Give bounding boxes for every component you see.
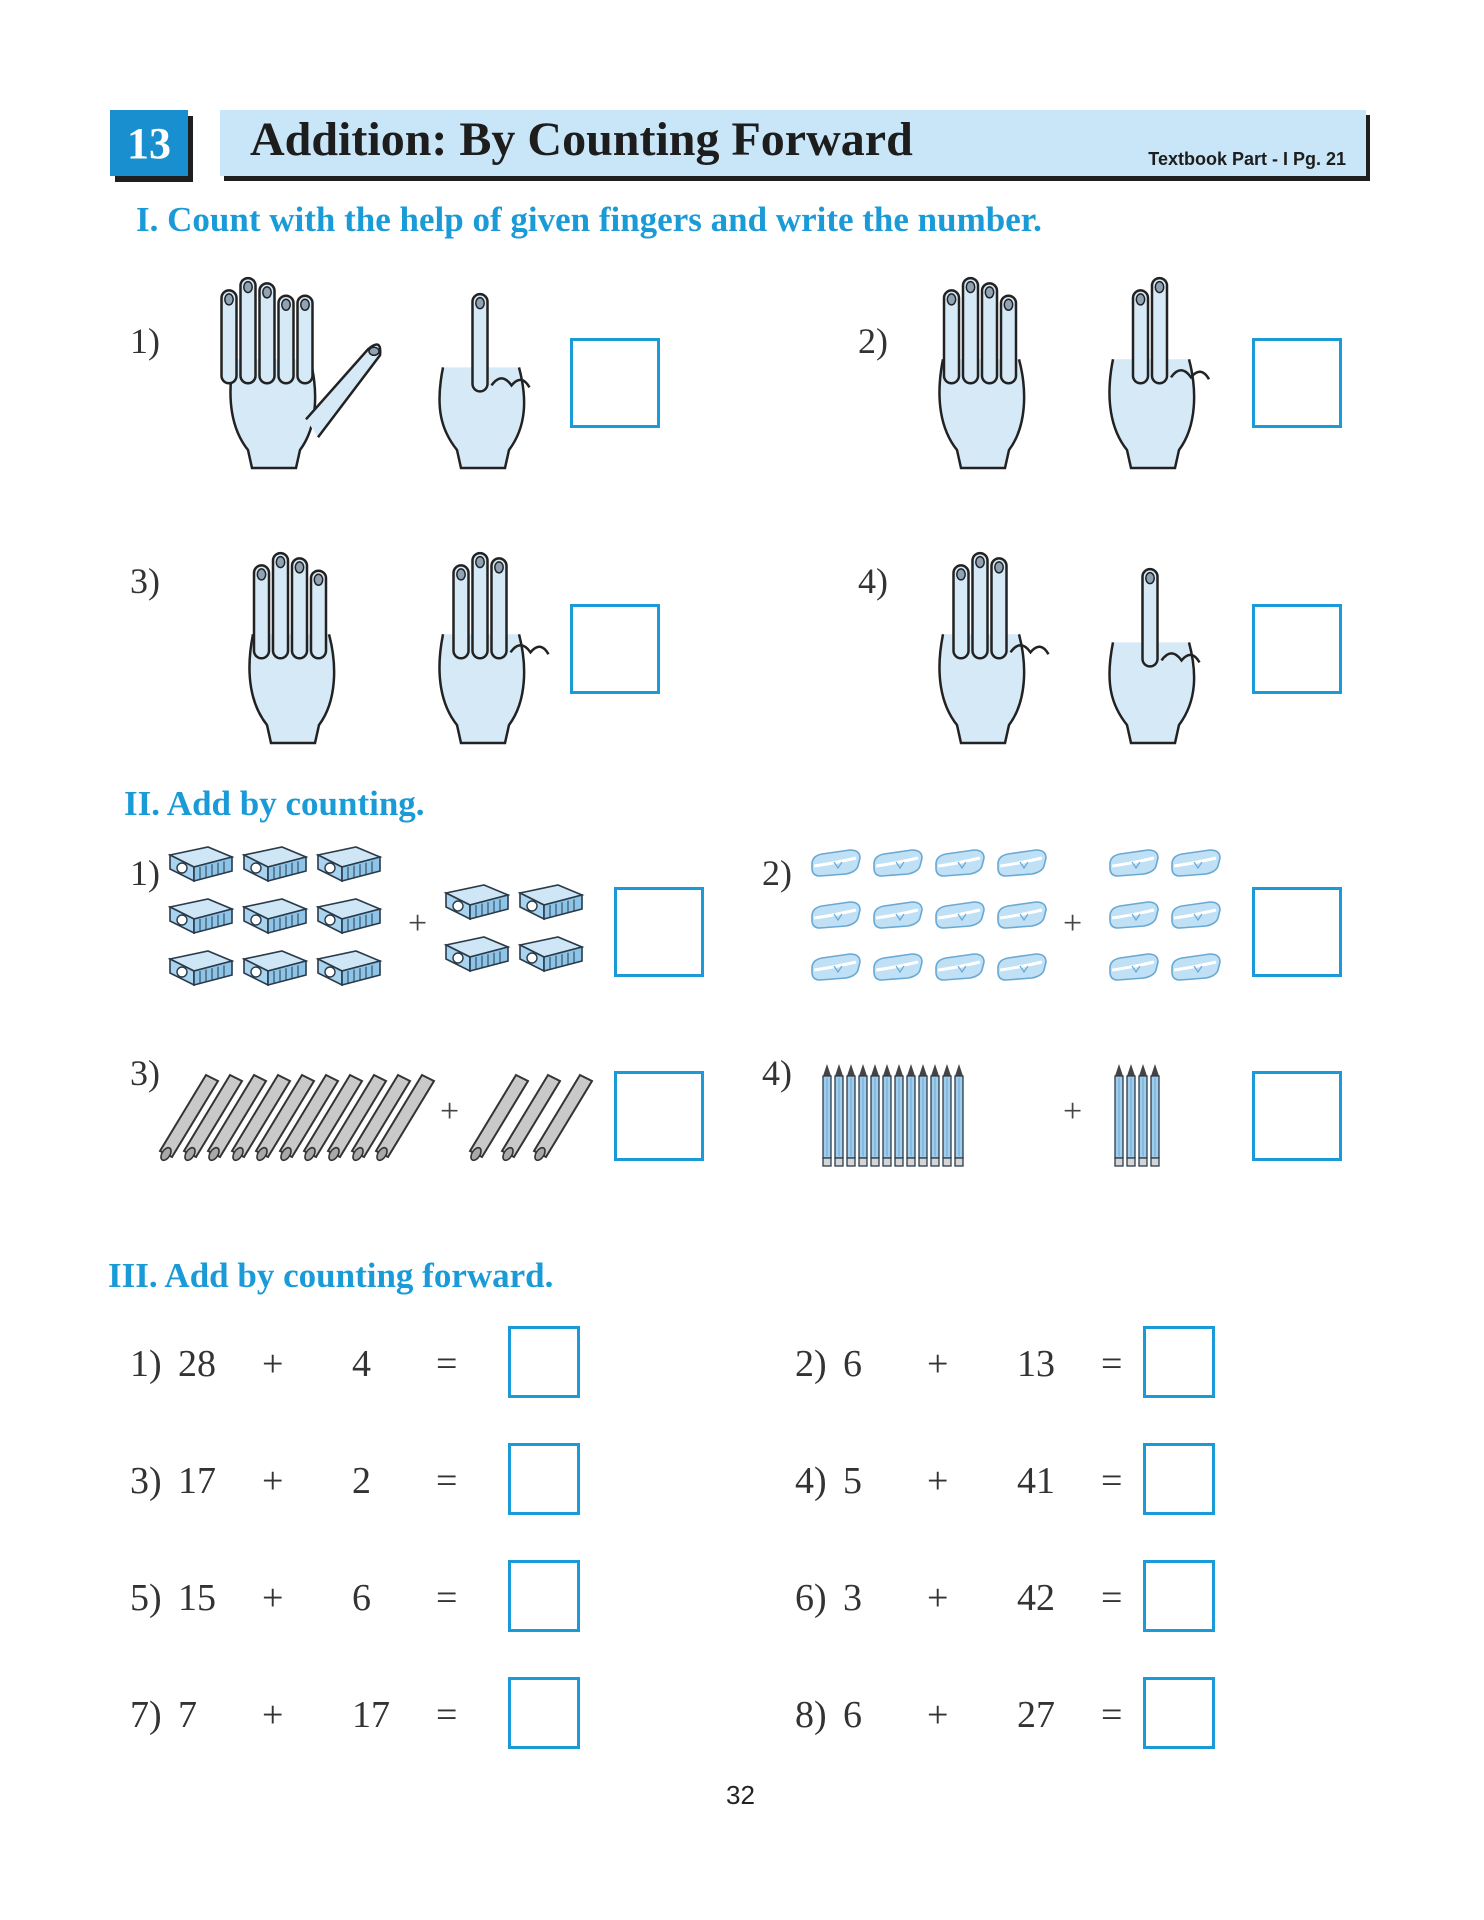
fingernail-shape: [985, 287, 993, 298]
eraser-group: [810, 850, 1230, 990]
eraser-icon: [1172, 902, 1220, 928]
equation-second-addend: 2: [352, 1460, 371, 1502]
hand-icon: [425, 280, 535, 470]
equation-equals-sign: =: [436, 1343, 458, 1385]
fingernail-shape: [1136, 294, 1144, 305]
equation-equals-sign: =: [1101, 1460, 1123, 1502]
eraser-icon: [1172, 850, 1220, 876]
eraser-icon: [874, 850, 922, 876]
eraser-icon: [812, 850, 860, 876]
equation-equals-sign: =: [1101, 1577, 1123, 1619]
eraser-icon: [936, 954, 984, 980]
section-2-heading: II. Add by counting.: [124, 784, 425, 823]
chapter-number-badge: [110, 110, 188, 176]
s2-q4-label: 4): [762, 1053, 792, 1093]
pencil-icon: [895, 1064, 903, 1166]
s2-q3-label: 3): [130, 1053, 160, 1093]
s1-q1-label: 1): [130, 321, 160, 361]
pencil-icon: [835, 1064, 843, 1166]
equation-number: 8): [795, 1694, 827, 1736]
equation-answer-box[interactable]: [508, 1326, 580, 1398]
pencil-icon: [859, 1064, 867, 1166]
fingernail-shape: [369, 347, 379, 355]
equation-plus-sign: +: [927, 1577, 949, 1619]
pencil-icon: [907, 1064, 915, 1166]
chalk-group: [150, 1065, 600, 1175]
eraser-icon: [936, 850, 984, 876]
eraser-icon: [812, 954, 860, 980]
pencil-icon: [955, 1064, 963, 1166]
hand-drawing: [222, 278, 381, 468]
sharpener-icon: [318, 899, 380, 933]
equation-second-addend: 42: [1017, 1577, 1055, 1619]
fingernail-shape: [457, 569, 465, 580]
s2-q4-plus: +: [1063, 1093, 1083, 1130]
s1-q3-label: 3): [130, 561, 160, 601]
equation-plus-sign: +: [262, 1694, 284, 1736]
equation-first-addend: 28: [178, 1343, 216, 1385]
equation-second-addend: 27: [1017, 1694, 1055, 1736]
hand-drawing: [939, 553, 1048, 743]
equation-number: 2): [795, 1343, 827, 1385]
equation-number: 3): [130, 1460, 162, 1502]
sharpener-group: [170, 845, 590, 995]
hand-icon: [230, 540, 350, 745]
pencil-icon: [823, 1064, 831, 1166]
textbook-reference: Textbook Part - I Pg. 21: [1148, 149, 1346, 169]
equation-first-addend: 15: [178, 1577, 216, 1619]
sharpener-icon: [446, 885, 508, 919]
hand-icon: [220, 265, 390, 470]
equation-equals-sign: =: [436, 1694, 458, 1736]
eraser-icon: [1172, 954, 1220, 980]
eraser-icon: [874, 954, 922, 980]
sharpener-icon: [170, 847, 232, 881]
pencil-icon: [1139, 1064, 1147, 1166]
fingernail-shape: [257, 569, 265, 580]
equation-plus-sign: +: [262, 1343, 284, 1385]
eraser-icon: [998, 902, 1046, 928]
eraser-icon: [998, 850, 1046, 876]
equation-second-addend: 4: [352, 1343, 371, 1385]
hand-icon: [425, 540, 535, 745]
s2-q4-answer-box[interactable]: [1252, 1071, 1342, 1161]
eraser-icon: [1110, 954, 1158, 980]
sharpener-icon: [170, 899, 232, 933]
hand-drawing: [939, 278, 1024, 468]
section-3-heading: III. Add by counting forward.: [108, 1256, 554, 1295]
equation-first-addend: 3: [843, 1577, 862, 1619]
fingernail-shape: [966, 282, 974, 293]
sharpener-icon: [244, 899, 306, 933]
pencil-icon: [943, 1064, 951, 1166]
sharpener-icon: [446, 937, 508, 971]
hand-drawing: [1109, 278, 1209, 468]
pencil-group: [815, 1060, 1195, 1172]
eraser-icon: [998, 954, 1046, 980]
equation-answer-box[interactable]: [1143, 1326, 1215, 1398]
equation-answer-box[interactable]: [1143, 1560, 1215, 1632]
pencil-icon: [847, 1064, 855, 1166]
fingernail-shape: [976, 557, 984, 568]
finger-shape: [1152, 278, 1167, 383]
finger-shape: [273, 553, 288, 658]
pencil-icon: [931, 1064, 939, 1166]
pencil-icon: [871, 1064, 879, 1166]
s2-q1-answer-box[interactable]: [614, 887, 704, 977]
s2-q1-plus: +: [408, 905, 428, 942]
equation-second-addend: 17: [352, 1694, 390, 1736]
hand-icon: [1095, 555, 1205, 745]
equation-plus-sign: +: [927, 1694, 949, 1736]
equation-second-addend: 6: [352, 1577, 371, 1619]
sharpener-icon: [520, 937, 582, 971]
fingernail-shape: [314, 574, 322, 585]
hand-drawing: [439, 553, 548, 743]
finger-shape: [241, 278, 256, 383]
equation-plus-sign: +: [262, 1460, 284, 1502]
equation-equals-sign: =: [436, 1460, 458, 1502]
fingernail-shape: [276, 557, 284, 568]
equation-answer-box[interactable]: [508, 1560, 580, 1632]
fingernail-shape: [947, 294, 955, 305]
equation-equals-sign: =: [1101, 1694, 1123, 1736]
finger-shape: [473, 553, 488, 658]
s2-q3-answer-box[interactable]: [614, 1071, 704, 1161]
equation-plus-sign: +: [927, 1460, 949, 1502]
hand-drawing: [439, 294, 529, 468]
hand-icon: [1095, 265, 1205, 470]
fingernail-shape: [995, 562, 1003, 573]
s1-q4-answer-box[interactable]: [1252, 604, 1342, 694]
s2-q1-label: 1): [130, 853, 160, 893]
fingernail-shape: [301, 299, 309, 310]
sharpener-icon: [318, 847, 380, 881]
fingernail-shape: [1146, 573, 1154, 584]
thumb-shape: [306, 345, 380, 438]
fingernail-shape: [957, 569, 965, 580]
equation-number: 4): [795, 1460, 827, 1502]
fingernail-shape: [244, 282, 252, 293]
equation-number: 5): [130, 1577, 162, 1619]
fingernail-shape: [225, 294, 233, 305]
fingernail-shape: [476, 298, 484, 309]
eraser-icon: [812, 902, 860, 928]
equation-plus-sign: +: [927, 1343, 949, 1385]
finger-shape: [973, 553, 988, 658]
s1-q3-answer-box[interactable]: [570, 604, 660, 694]
equation-first-addend: 6: [843, 1694, 862, 1736]
eraser-icon: [936, 902, 984, 928]
eraser-icon: [1110, 850, 1158, 876]
fingernail-shape: [1004, 299, 1012, 310]
pencil-icon: [919, 1064, 927, 1166]
hand-drawing: [249, 553, 334, 743]
hand-icon: [925, 540, 1035, 745]
hand-icon: [920, 265, 1040, 470]
s2-q2-label: 2): [762, 853, 792, 893]
sharpener-icon: [244, 951, 306, 985]
equation-first-addend: 7: [178, 1694, 197, 1736]
s1-q2-answer-box[interactable]: [1252, 338, 1342, 428]
equation-first-addend: 5: [843, 1460, 862, 1502]
pencil-icon: [1127, 1064, 1135, 1166]
equation-second-addend: 13: [1017, 1343, 1055, 1385]
equation-first-addend: 17: [178, 1460, 216, 1502]
sharpener-icon: [170, 951, 232, 985]
s2-q2-plus: +: [1063, 905, 1083, 942]
s1-q1-answer-box[interactable]: [570, 338, 660, 428]
pencil-icon: [1151, 1064, 1159, 1166]
fingernail-shape: [263, 287, 271, 298]
hand-drawing: [1109, 569, 1199, 743]
equation-number: 7): [130, 1694, 162, 1736]
finger-shape: [963, 278, 978, 383]
equation-plus-sign: +: [262, 1577, 284, 1619]
sharpener-icon: [520, 885, 582, 919]
s2-q3-plus: +: [440, 1093, 460, 1130]
page-number: 32: [726, 1780, 755, 1810]
chapter-number: 13: [127, 118, 171, 168]
equation-answer-box[interactable]: [508, 1443, 580, 1515]
pencil-icon: [883, 1064, 891, 1166]
s2-q2-answer-box[interactable]: [1252, 887, 1342, 977]
s1-q2-label: 2): [858, 321, 888, 361]
equation-answer-box[interactable]: [508, 1677, 580, 1749]
fingernail-shape: [282, 299, 290, 310]
s1-q4-label: 4): [858, 561, 888, 601]
sharpener-icon: [318, 951, 380, 985]
fingernail-shape: [495, 562, 503, 573]
equation-number: 1): [130, 1343, 162, 1385]
eraser-icon: [1110, 902, 1158, 928]
pencil-icon: [1115, 1064, 1123, 1166]
equation-second-addend: 41: [1017, 1460, 1055, 1502]
equation-first-addend: 6: [843, 1343, 862, 1385]
fingernail-shape: [295, 562, 303, 573]
fingernail-shape: [476, 557, 484, 568]
equation-equals-sign: =: [1101, 1343, 1123, 1385]
page-title: Addition: By Counting Forward: [250, 113, 913, 166]
equation-number: 6): [795, 1577, 827, 1619]
equation-equals-sign: =: [436, 1577, 458, 1619]
fingernail-shape: [1155, 282, 1163, 293]
equation-answer-box[interactable]: [1143, 1677, 1215, 1749]
eraser-icon: [874, 902, 922, 928]
section-1-heading: I. Count with the help of given fingers and write the number.: [136, 200, 1042, 239]
title-bar: [220, 110, 1366, 176]
sharpener-icon: [244, 847, 306, 881]
equation-answer-box[interactable]: [1143, 1443, 1215, 1515]
